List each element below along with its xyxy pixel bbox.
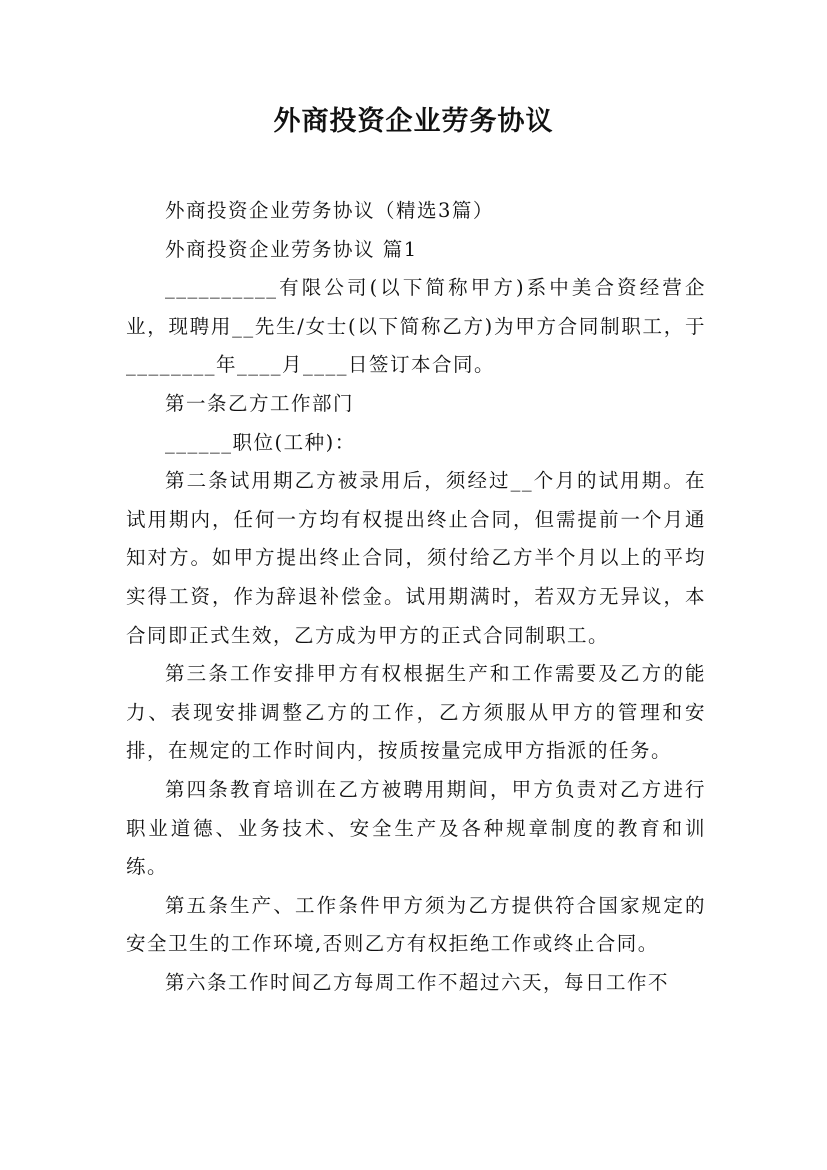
paragraph-article-1: 第一条乙方工作部门 — [165, 391, 355, 415]
paragraph-section-heading: 外商投资企业劳务协议 篇1 — [165, 237, 418, 261]
paragraph-subtitle: 外商投资企业劳务协议（精选3篇） — [165, 199, 494, 222]
paragraph-article-5: 第五条生产、工作条件甲方须为乙方提供符合国家规定的安全卫生的工作环境,否则乙方有权拒绝工作或终止合同。 — [126, 893, 706, 956]
paragraph-article-2: 第二条试用期乙方被录用后，须经过__个月的试用期。在试用期内，任何一方均有权提出终止合同，但需提前一个月通知对方。如甲方提出终止合同，须付给乙方半个月以上的平均实得工资，作为辞退补偿金。试用期满时，若双方无异议，本合同即正式生效，乙方成为甲方的正式合同制职工。 — [126, 469, 706, 647]
paragraph-article-6: 第六条工作时间乙方每周工作不超过六天，每日工作不 — [165, 970, 670, 994]
paragraph-intro: __________有限公司(以下简称甲方)系中美合资经营企业，现聘用__先生/女士(以下简称乙方)为甲方合同制职工，于________年____月____日签订本合同。 — [126, 276, 706, 377]
document-title: 外商投资企业劳务协议 — [273, 106, 554, 137]
paragraph-article-4: 第四条教育培训在乙方被聘用期间，甲方负责对乙方进行职业道德、业务技术、安全生产及各种规章制度的教育和训练。 — [126, 777, 706, 879]
paragraph-position: ______职位(工种)： — [165, 430, 356, 454]
document-body — [126, 192, 706, 1002]
paragraph-article-3: 第三条工作安排甲方有权根据生产和工作需要及乙方的能力、表现安排调整乙方的工作，乙方须服从甲方的管理和安排，在规定的工作时间内，按质按量完成甲方指派的任务。 — [126, 662, 706, 763]
